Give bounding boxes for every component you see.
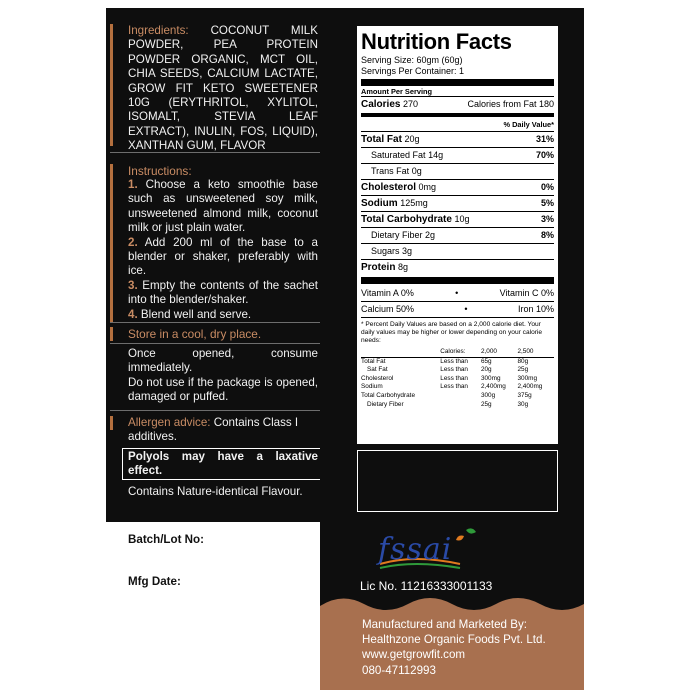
table-row: Cholesterol Less than 300mg 300mg — [361, 374, 538, 382]
batch-print-area — [357, 450, 558, 512]
daily-value-header: % Daily Value* — [503, 120, 554, 129]
ingredients-block — [128, 24, 318, 154]
mfg-date-label: Mfg Date: — [128, 575, 181, 588]
nutrition-facts-panel — [357, 26, 558, 444]
ingredients-text: COCONUT MILK POWDER, PEA PROTEIN POWDER ORGANIC, MCT OIL, CHIA SEEDS, CALCIUM LACTATE, GROW FIT KETO SWEETENER 10G (ERYTHRITOL, XYLITOL, ISOMALT, STEVIA LEAF EXTRACT), INULIN, FOS, LIQUID), XANTHAN GUM, FLAVOR — [128, 24, 318, 153]
table-row: Total Fat Less than 65g 80g — [361, 357, 529, 365]
divider — [110, 152, 320, 153]
divider — [361, 277, 554, 284]
table-header-row: Calories: 2,000 2,500 — [361, 348, 554, 357]
instruction-step: 4. Blend well and serve. — [128, 307, 252, 321]
mineral-row: Calcium 50% • Iron 10% — [361, 301, 554, 317]
manufacturer-block — [362, 617, 546, 678]
storage-line: Once opened, consume immediately. — [128, 347, 318, 375]
nutrient-row: Dietary Fiber 2g 8% — [361, 227, 554, 243]
nutrient-row: Total Fat 20g 31% — [361, 131, 554, 147]
storage-heading: Store in a cool, dry place. — [128, 327, 262, 341]
section-bar — [110, 164, 113, 322]
servings-per-container: Servings Per Container: 1 — [361, 66, 465, 76]
manufacturer-website: www.getgrowfit.com — [362, 648, 466, 662]
storage-line: Do not use if the package is opened, damaged or puffed. — [128, 375, 318, 404]
divider — [110, 410, 320, 411]
manufacturer-phone: 080-47112993 — [362, 663, 436, 677]
polyols-text: Polyols may have a laxative effect. — [128, 450, 318, 478]
allergen-heading: Allergen advice: — [128, 416, 211, 429]
divider — [361, 79, 554, 86]
allergen-text: Contains Class I additives. — [128, 416, 299, 444]
daily-value-footnote: * Percent Daily Values are based on a 2,000 calorie diet. Your daily values may be higher or lower depending on your calorie needs: — [361, 321, 543, 344]
section-bar — [110, 24, 113, 146]
fssai-logo-text: fssai — [378, 532, 453, 567]
divider — [110, 343, 320, 344]
manufacturer-heading: Manufactured and Marketed By: — [362, 618, 527, 631]
manufacturer-name: Healthzone Organic Foods Pvt. Ltd. — [362, 633, 546, 647]
allergen-block — [128, 416, 318, 445]
instruction-step: 2. Add 200 ml of the base to a blender or shaker, preferably with ice. — [128, 235, 318, 278]
instructions-heading: Instructions: — [128, 164, 192, 178]
instructions-list — [128, 178, 318, 322]
protein-row: Protein 8g — [361, 259, 554, 275]
divider — [110, 322, 320, 323]
divider — [361, 113, 554, 117]
nutrition-title: Nutrition Facts — [361, 29, 512, 54]
nutrient-row: Trans Fat 0g — [361, 163, 554, 179]
nutrient-row: Sugars 3g — [361, 243, 554, 259]
nutrient-rows — [361, 131, 554, 259]
serving-size: Serving Size: 60gm (60g) — [361, 55, 463, 65]
table-row: Sat Fat Less than 20g 25g — [367, 366, 529, 374]
nutrient-row: Cholesterol 0mg 0% — [361, 179, 554, 195]
batch-label: Batch/Lot No: — [128, 533, 204, 546]
amount-per-serving: Amount Per Serving — [361, 87, 433, 96]
license-number: Lic No. 11216333001133 — [360, 579, 493, 593]
instruction-step: 3. Empty the contents of the sachet into the blender/shaker. — [128, 278, 318, 307]
instruction-step: 1. Choose a keto smoothie base such as unsweetened soy milk, unsweetened almond milk, coconut milk or just plain water. — [128, 178, 318, 235]
table-row: Dietary Fiber 25g 30g — [367, 400, 529, 408]
vitamin-row: Vitamin A 0% • Vitamin C 0% — [361, 288, 554, 298]
storage-text — [128, 347, 318, 405]
calories-row: Calories 270 Calories from Fat 180 — [361, 99, 554, 110]
nutrient-row: Saturated Fat 14g 70% — [361, 147, 554, 163]
section-bar — [110, 416, 113, 430]
table-row: Sodium Less than 2,400mg 2,400mg — [361, 383, 543, 391]
nutrient-row: Sodium 125mg 5% — [361, 195, 554, 211]
ingredients-heading: Ingredients: — [128, 24, 189, 37]
table-row: Total Carbohydrate 300g 375g — [361, 391, 532, 399]
nutrient-row: Total Carbohydrate 10g 3% — [361, 211, 554, 227]
flavour-text: Contains Nature-identical Flavour. — [128, 485, 303, 498]
daily-value-table — [361, 348, 554, 409]
section-bar — [110, 327, 113, 341]
